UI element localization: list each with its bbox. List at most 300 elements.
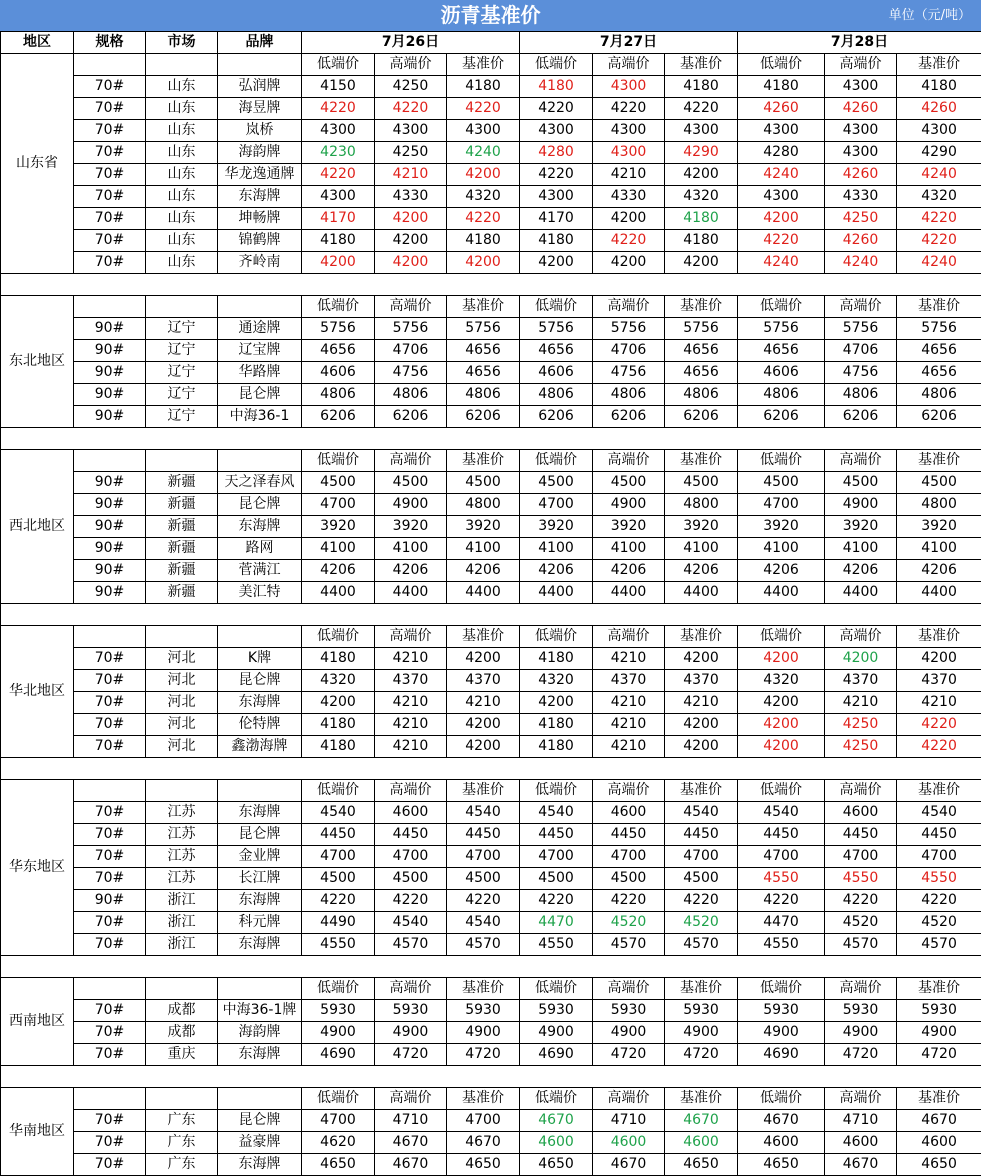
price-cell: 4400 (593, 582, 665, 604)
price-cell: 5756 (665, 318, 738, 340)
price-cell: 4720 (447, 1044, 520, 1066)
price-cell: 4200 (447, 736, 520, 758)
region-cell: 华东地区 (1, 780, 74, 956)
price-cell: 4656 (665, 340, 738, 362)
brand-cell: K牌 (218, 648, 302, 670)
price-type-label: 高端价 (375, 296, 447, 318)
price-cell: 4100 (738, 538, 825, 560)
price-cell: 4200 (302, 692, 375, 714)
spec-cell: 70# (74, 846, 146, 868)
table-row (1, 802, 981, 824)
price-cell: 4650 (738, 1154, 825, 1176)
spec-cell: 90# (74, 406, 146, 428)
spec-cell: 70# (74, 120, 146, 142)
brand-cell: 天之泽春风 (218, 472, 302, 494)
brand-cell: 中海36-1牌 (218, 1000, 302, 1022)
price-cell: 4220 (897, 890, 981, 912)
price-cell: 4700 (665, 846, 738, 868)
spacer-row (1, 956, 981, 978)
price-cell: 3920 (665, 516, 738, 538)
price-cell: 5930 (738, 1000, 825, 1022)
market-cell: 山东 (146, 76, 218, 98)
price-cell: 4200 (665, 736, 738, 758)
price-cell: 4210 (593, 714, 665, 736)
price-cell: 4220 (897, 714, 981, 736)
price-type-label: 基准价 (897, 626, 981, 648)
price-cell: 4450 (825, 824, 897, 846)
table-row (1, 120, 981, 142)
price-cell: 4500 (825, 472, 897, 494)
brand-cell: 坤畅牌 (218, 208, 302, 230)
price-cell: 4800 (665, 494, 738, 516)
price-cell: 4100 (302, 538, 375, 560)
price-cell: 4260 (825, 164, 897, 186)
price-cell: 4370 (447, 670, 520, 692)
price-cell: 4700 (302, 1110, 375, 1132)
brand-cell: 伦特牌 (218, 714, 302, 736)
price-cell: 4450 (520, 824, 593, 846)
price-cell: 4320 (665, 186, 738, 208)
table-row (1, 912, 981, 934)
market-cell: 山东 (146, 164, 218, 186)
price-cell: 4656 (738, 340, 825, 362)
brand-cell: 东海牌 (218, 186, 302, 208)
price-cell: 4100 (375, 538, 447, 560)
price-cell: 4206 (825, 560, 897, 582)
empty-cell (146, 1088, 218, 1110)
brand-cell: 海昱牌 (218, 98, 302, 120)
empty-cell (218, 296, 302, 318)
market-cell: 新疆 (146, 582, 218, 604)
col-region: 地区 (1, 32, 74, 54)
price-type-label: 低端价 (302, 626, 375, 648)
price-cell: 4690 (302, 1044, 375, 1066)
brand-cell: 华龙逸通牌 (218, 164, 302, 186)
price-cell: 4806 (520, 384, 593, 406)
price-type-label: 基准价 (665, 1088, 738, 1110)
price-cell: 4210 (825, 692, 897, 714)
region-cell: 华北地区 (1, 626, 74, 758)
table-row (1, 362, 981, 384)
price-type-label: 基准价 (897, 1088, 981, 1110)
price-cell: 4650 (302, 1154, 375, 1176)
price-type-label: 高端价 (593, 978, 665, 1000)
brand-cell: 路网 (218, 538, 302, 560)
price-cell: 4500 (375, 472, 447, 494)
market-cell: 山东 (146, 252, 218, 274)
title-bar (0, 0, 981, 31)
price-cell: 4900 (897, 1022, 981, 1044)
price-cell: 4900 (738, 1022, 825, 1044)
header-row (1, 32, 981, 54)
price-type-label: 基准价 (447, 978, 520, 1000)
market-cell: 重庆 (146, 1044, 218, 1066)
price-cell: 4500 (447, 472, 520, 494)
spacer-row (1, 604, 981, 626)
spec-cell: 90# (74, 384, 146, 406)
empty-cell (218, 450, 302, 472)
price-cell: 4720 (375, 1044, 447, 1066)
price-cell: 4250 (825, 714, 897, 736)
price-cell: 6206 (302, 406, 375, 428)
price-cell: 4290 (897, 142, 981, 164)
table-row (1, 846, 981, 868)
spec-cell: 90# (74, 582, 146, 604)
price-cell: 4756 (375, 362, 447, 384)
price-cell: 6206 (738, 406, 825, 428)
price-cell: 4206 (302, 560, 375, 582)
market-cell: 新疆 (146, 516, 218, 538)
subheader-row (1, 780, 981, 802)
price-cell: 4550 (738, 868, 825, 890)
spec-cell: 90# (74, 494, 146, 516)
price-cell: 4370 (825, 670, 897, 692)
brand-cell: 长江牌 (218, 868, 302, 890)
market-cell: 辽宁 (146, 362, 218, 384)
table-row (1, 934, 981, 956)
price-type-label: 基准价 (897, 978, 981, 1000)
market-cell: 江苏 (146, 846, 218, 868)
price-type-label: 低端价 (302, 780, 375, 802)
price-cell: 4320 (738, 670, 825, 692)
price-cell: 4300 (593, 76, 665, 98)
brand-cell: 昆仑牌 (218, 670, 302, 692)
price-cell: 4180 (738, 76, 825, 98)
price-cell: 4150 (302, 76, 375, 98)
table-row (1, 538, 981, 560)
price-cell: 5930 (375, 1000, 447, 1022)
market-cell: 江苏 (146, 824, 218, 846)
col-brand: 品牌 (218, 32, 302, 54)
price-type-label: 基准价 (665, 450, 738, 472)
spec-cell: 70# (74, 912, 146, 934)
price-cell: 4300 (738, 120, 825, 142)
price-cell: 4206 (447, 560, 520, 582)
empty-cell (74, 780, 146, 802)
price-type-label: 低端价 (520, 1088, 593, 1110)
price-cell: 4670 (447, 1132, 520, 1154)
price-cell: 4300 (520, 120, 593, 142)
price-cell: 4650 (897, 1154, 981, 1176)
region-cell: 华南地区 (1, 1088, 74, 1176)
price-cell: 4520 (825, 912, 897, 934)
price-cell: 4206 (665, 560, 738, 582)
price-type-label: 低端价 (738, 54, 825, 76)
subheader-row (1, 978, 981, 1000)
price-type-label: 高端价 (825, 296, 897, 318)
table-row (1, 1022, 981, 1044)
price-type-label: 低端价 (738, 450, 825, 472)
brand-cell: 东海牌 (218, 890, 302, 912)
market-cell: 山东 (146, 230, 218, 252)
price-cell: 4400 (447, 582, 520, 604)
price-cell: 4710 (825, 1110, 897, 1132)
price-cell: 4300 (738, 186, 825, 208)
price-type-label: 低端价 (302, 450, 375, 472)
spec-cell: 90# (74, 340, 146, 362)
market-cell: 新疆 (146, 560, 218, 582)
price-cell: 4220 (302, 164, 375, 186)
price-cell: 4550 (738, 934, 825, 956)
price-cell: 4240 (825, 252, 897, 274)
empty-cell (74, 1088, 146, 1110)
price-cell: 4670 (520, 1110, 593, 1132)
price-cell: 4690 (520, 1044, 593, 1066)
price-type-label: 基准价 (897, 780, 981, 802)
price-cell: 4200 (447, 648, 520, 670)
price-type-label: 高端价 (375, 978, 447, 1000)
market-cell: 成都 (146, 1000, 218, 1022)
price-cell: 4100 (520, 538, 593, 560)
price-cell: 4300 (825, 142, 897, 164)
spec-cell: 70# (74, 824, 146, 846)
price-cell: 4700 (897, 846, 981, 868)
table-row (1, 670, 981, 692)
price-cell: 4806 (738, 384, 825, 406)
price-cell: 4570 (897, 934, 981, 956)
price-cell: 4210 (665, 692, 738, 714)
price-type-label: 低端价 (520, 296, 593, 318)
spec-cell: 90# (74, 516, 146, 538)
table-row (1, 1132, 981, 1154)
price-cell: 4470 (738, 912, 825, 934)
price-cell: 4300 (593, 142, 665, 164)
price-type-label: 基准价 (447, 1088, 520, 1110)
region-cell: 东北地区 (1, 296, 74, 428)
market-cell: 山东 (146, 186, 218, 208)
price-cell: 4230 (302, 142, 375, 164)
table-row (1, 1000, 981, 1022)
table-row (1, 1044, 981, 1066)
price-type-label: 低端价 (302, 54, 375, 76)
price-cell: 4400 (302, 582, 375, 604)
brand-cell: 菅满江 (218, 560, 302, 582)
price-cell: 4220 (738, 890, 825, 912)
empty-cell (146, 626, 218, 648)
price-cell: 4650 (520, 1154, 593, 1176)
price-cell: 4250 (825, 208, 897, 230)
price-cell: 4540 (302, 802, 375, 824)
table-row (1, 714, 981, 736)
market-cell: 辽宁 (146, 340, 218, 362)
table-row (1, 1110, 981, 1132)
price-cell: 6206 (825, 406, 897, 428)
price-cell: 5930 (302, 1000, 375, 1022)
brand-cell: 金业牌 (218, 846, 302, 868)
price-type-label: 低端价 (738, 978, 825, 1000)
price-cell: 4170 (302, 208, 375, 230)
price-cell: 4320 (520, 670, 593, 692)
price-cell: 4220 (302, 890, 375, 912)
price-cell: 4100 (665, 538, 738, 560)
price-cell: 4490 (302, 912, 375, 934)
spec-cell: 70# (74, 98, 146, 120)
price-type-label: 高端价 (375, 626, 447, 648)
price-cell: 4220 (738, 230, 825, 252)
price-type-label: 基准价 (447, 780, 520, 802)
price-cell: 4900 (593, 494, 665, 516)
price-cell: 4900 (375, 494, 447, 516)
price-cell: 4280 (738, 142, 825, 164)
price-cell: 4300 (897, 120, 981, 142)
spec-cell: 70# (74, 692, 146, 714)
price-cell: 4710 (593, 1110, 665, 1132)
market-cell: 河北 (146, 648, 218, 670)
price-type-label: 基准价 (897, 450, 981, 472)
price-type-label: 低端价 (738, 1088, 825, 1110)
price-type-label: 基准价 (447, 296, 520, 318)
table-row (1, 472, 981, 494)
price-cell: 4200 (665, 648, 738, 670)
spec-cell: 70# (74, 868, 146, 890)
price-cell: 6206 (375, 406, 447, 428)
price-cell: 4606 (520, 362, 593, 384)
price-cell: 4180 (520, 76, 593, 98)
price-cell: 4330 (375, 186, 447, 208)
region-cell: 山东省 (1, 54, 74, 274)
table-row (1, 230, 981, 252)
price-cell: 4600 (375, 802, 447, 824)
price-cell: 4200 (665, 714, 738, 736)
spec-cell: 70# (74, 1110, 146, 1132)
price-cell: 4370 (375, 670, 447, 692)
price-type-label: 高端价 (375, 54, 447, 76)
empty-cell (218, 626, 302, 648)
price-cell: 4656 (665, 362, 738, 384)
price-cell: 4500 (447, 868, 520, 890)
price-type-label: 基准价 (447, 450, 520, 472)
price-cell: 4100 (447, 538, 520, 560)
price-cell: 4260 (897, 98, 981, 120)
price-type-label: 低端价 (520, 626, 593, 648)
price-type-label: 高端价 (375, 1088, 447, 1110)
price-type-label: 基准价 (897, 296, 981, 318)
price-cell: 4700 (738, 494, 825, 516)
spacer-cell (1, 604, 981, 626)
price-cell: 4220 (665, 890, 738, 912)
brand-cell: 益豪牌 (218, 1132, 302, 1154)
price-type-label: 高端价 (375, 450, 447, 472)
price-cell: 6206 (897, 406, 981, 428)
price-cell: 4720 (825, 1044, 897, 1066)
price-cell: 4670 (375, 1154, 447, 1176)
price-cell: 4180 (520, 230, 593, 252)
spec-cell: 90# (74, 318, 146, 340)
price-cell: 3920 (375, 516, 447, 538)
table-row (1, 98, 981, 120)
brand-cell: 岚桥 (218, 120, 302, 142)
price-cell: 4180 (520, 736, 593, 758)
brand-cell: 昆仑牌 (218, 494, 302, 516)
price-cell: 4800 (447, 494, 520, 516)
price-cell: 4806 (665, 384, 738, 406)
price-type-label: 高端价 (593, 450, 665, 472)
price-cell: 4700 (520, 846, 593, 868)
price-type-label: 高端价 (375, 780, 447, 802)
price-cell: 4200 (738, 692, 825, 714)
price-cell: 4200 (665, 252, 738, 274)
price-cell: 4210 (447, 692, 520, 714)
price-type-label: 基准价 (665, 978, 738, 1000)
price-cell: 4290 (665, 142, 738, 164)
price-cell: 4570 (825, 934, 897, 956)
brand-cell: 弘润牌 (218, 76, 302, 98)
price-cell: 4706 (825, 340, 897, 362)
spacer-cell (1, 1066, 981, 1088)
price-cell: 4900 (520, 1022, 593, 1044)
price-cell: 5756 (897, 318, 981, 340)
brand-cell: 海韵牌 (218, 1022, 302, 1044)
price-cell: 4500 (520, 868, 593, 890)
price-cell: 4700 (593, 846, 665, 868)
price-cell: 4220 (302, 98, 375, 120)
price-type-label: 低端价 (738, 626, 825, 648)
price-cell: 4200 (447, 714, 520, 736)
market-cell: 广东 (146, 1154, 218, 1176)
table-row (1, 384, 981, 406)
price-cell: 5756 (302, 318, 375, 340)
price-type-label: 高端价 (593, 1088, 665, 1110)
sheet-title: 沥青基准价 (0, 0, 981, 31)
price-cell: 4450 (665, 824, 738, 846)
price-cell: 4656 (302, 340, 375, 362)
brand-cell: 东海牌 (218, 1154, 302, 1176)
price-cell: 4240 (897, 164, 981, 186)
price-cell: 4806 (302, 384, 375, 406)
table-row (1, 340, 981, 362)
price-cell: 4670 (897, 1110, 981, 1132)
spacer-cell (1, 274, 981, 296)
spec-cell: 70# (74, 230, 146, 252)
price-cell: 3920 (897, 516, 981, 538)
price-cell: 4570 (447, 934, 520, 956)
price-cell: 4370 (665, 670, 738, 692)
brand-cell: 辽宝牌 (218, 340, 302, 362)
price-cell: 6206 (520, 406, 593, 428)
price-cell: 4170 (520, 208, 593, 230)
price-cell: 4300 (302, 120, 375, 142)
price-cell: 4806 (375, 384, 447, 406)
brand-cell: 齐岭南 (218, 252, 302, 274)
price-cell: 4500 (302, 868, 375, 890)
spec-cell: 70# (74, 1044, 146, 1066)
price-cell: 4220 (897, 208, 981, 230)
price-cell: 3920 (302, 516, 375, 538)
price-cell: 4180 (302, 736, 375, 758)
price-cell: 4600 (825, 802, 897, 824)
table-row (1, 208, 981, 230)
brand-cell: 东海牌 (218, 1044, 302, 1066)
table-row (1, 868, 981, 890)
table-row (1, 76, 981, 98)
price-cell: 4250 (375, 76, 447, 98)
empty-cell (74, 450, 146, 472)
price-cell: 4500 (593, 868, 665, 890)
price-cell: 4700 (447, 846, 520, 868)
spec-cell: 70# (74, 648, 146, 670)
price-cell: 4450 (447, 824, 520, 846)
price-cell: 4320 (302, 670, 375, 692)
spec-cell: 90# (74, 890, 146, 912)
price-cell: 5930 (825, 1000, 897, 1022)
price-cell: 4700 (302, 494, 375, 516)
price-cell: 4220 (520, 98, 593, 120)
brand-cell: 昆仑牌 (218, 1110, 302, 1132)
price-type-label: 低端价 (520, 54, 593, 76)
price-cell: 4700 (520, 494, 593, 516)
price-cell: 4700 (375, 846, 447, 868)
spacer-cell (1, 428, 981, 450)
